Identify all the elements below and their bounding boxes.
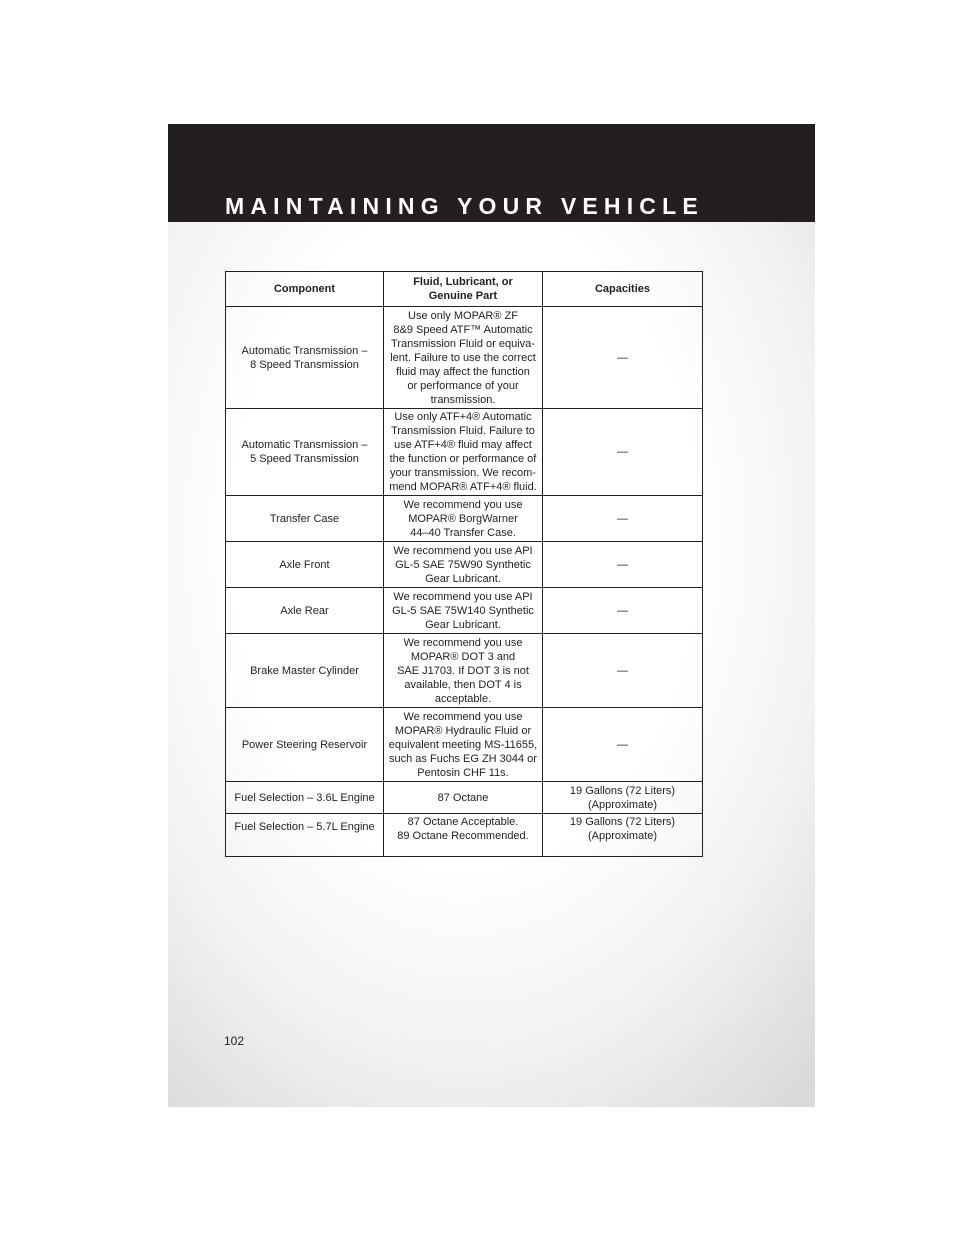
table-row: [226, 409, 703, 496]
capacity-value: —: [617, 446, 628, 458]
capacity-cell: [543, 782, 703, 814]
fluid-cell: [384, 588, 543, 634]
component-name: Fuel Selection – 3.6L Engine: [234, 791, 375, 804]
fluid-description: 87 Octane Acceptable. 89 Octane Recommended.: [397, 816, 529, 842]
fluid-description: We recommend you use MOPAR® Hydraulic Fluid or equivalent meeting MS-11655, such as Fuchs EG ZH 3044 or Pentosin CHF 11s.: [388, 710, 538, 779]
capacity-cell: [543, 814, 703, 857]
fluid-cell: [384, 708, 543, 782]
component-name: Axle Front: [279, 558, 330, 571]
component-name: Axle Rear: [280, 604, 329, 617]
fluid-cell: [384, 496, 543, 542]
table-row: [226, 588, 703, 634]
fluid-cell: [384, 634, 543, 708]
section-title: MAINTAINING YOUR VEHICLE: [225, 193, 704, 219]
capacity-cell: [543, 708, 703, 782]
table-row: [226, 542, 703, 588]
fluid-description: Use only MOPAR® ZF 8&9 Speed ATF™ Automatic Transmission Fluid or equiva- lent. Failure to use the correct fluid may affect the function or performance of your transmission.: [390, 309, 536, 406]
capacity-value: —: [617, 512, 628, 525]
table-row: [226, 708, 703, 782]
table-row: [226, 307, 703, 409]
column-header-component: [226, 272, 384, 307]
table-row: [226, 782, 703, 814]
fluid-description: We recommend you use API GL-5 SAE 75W140 Synthetic Gear Lubricant.: [392, 590, 534, 631]
capacity-value: —: [617, 664, 628, 677]
column-header-label: Capacities: [594, 283, 651, 295]
component-cell: [226, 814, 384, 857]
component-cell: [226, 496, 384, 542]
capacity-value: —: [617, 558, 628, 571]
component-name: Automatic Transmission – 5 Speed Transmission: [241, 439, 368, 465]
capacity-cell: [543, 634, 703, 708]
capacity-value: —: [617, 351, 628, 364]
component-cell: [226, 542, 384, 588]
capacity-cell: [543, 307, 703, 409]
fluid-description: We recommend you use MOPAR® BorgWarner 44–40 Transfer Case.: [403, 498, 523, 539]
fluid-description: 87 Octane: [437, 791, 489, 804]
table-row: [226, 634, 703, 708]
component-cell: [226, 708, 384, 782]
capacity-value: 19 Gallons (72 Liters) (Approximate): [569, 784, 676, 811]
fluid-cell: [384, 409, 543, 496]
table-row: [226, 814, 703, 857]
fluid-cell: [384, 782, 543, 814]
component-name: Automatic Transmission – 8 Speed Transmission: [241, 344, 368, 371]
table-header-row: [226, 272, 703, 307]
component-cell: [226, 588, 384, 634]
component-name: Brake Master Cylinder: [250, 664, 359, 677]
capacity-cell: [543, 588, 703, 634]
capacity-value: —: [617, 738, 628, 751]
capacity-value: 19 Gallons (72 Liters) (Approximate): [569, 816, 676, 842]
fluid-cell: [384, 542, 543, 588]
fluid-cell: [384, 814, 543, 857]
fluids-capacities-table: [225, 271, 703, 857]
page-number: 102: [224, 1034, 245, 1048]
component-cell: [226, 409, 384, 496]
component-name: Fuel Selection – 5.7L Engine: [234, 821, 375, 833]
component-name: Power Steering Reservoir: [241, 738, 368, 751]
capacity-value: —: [617, 604, 628, 617]
column-header-label: Component: [273, 283, 336, 295]
column-header-capacities: [543, 272, 703, 307]
component-cell: [226, 307, 384, 409]
component-cell: [226, 634, 384, 708]
fluid-description: Use only ATF+4® Automatic Transmission Fluid. Failure to use ATF+4® fluid may affect the function or performance of your transmission. We recom- mend MOPAR® ATF+4® fluid.: [389, 411, 537, 493]
table-row: [226, 496, 703, 542]
fluid-description: We recommend you use MOPAR® DOT 3 and SAE J1703. If DOT 3 is not available, then DOT 4 is acceptable.: [397, 636, 529, 705]
component-name: Transfer Case: [269, 512, 340, 525]
capacity-cell: [543, 496, 703, 542]
column-header-label: Fluid, Lubricant, or Genuine Part: [413, 276, 513, 302]
fluid-description: We recommend you use API GL-5 SAE 75W90 Synthetic Gear Lubricant.: [393, 544, 533, 585]
capacity-cell: [543, 409, 703, 496]
fluid-cell: [384, 307, 543, 409]
column-header-fluid: [384, 272, 543, 307]
component-cell: [226, 782, 384, 814]
capacity-cell: [543, 542, 703, 588]
